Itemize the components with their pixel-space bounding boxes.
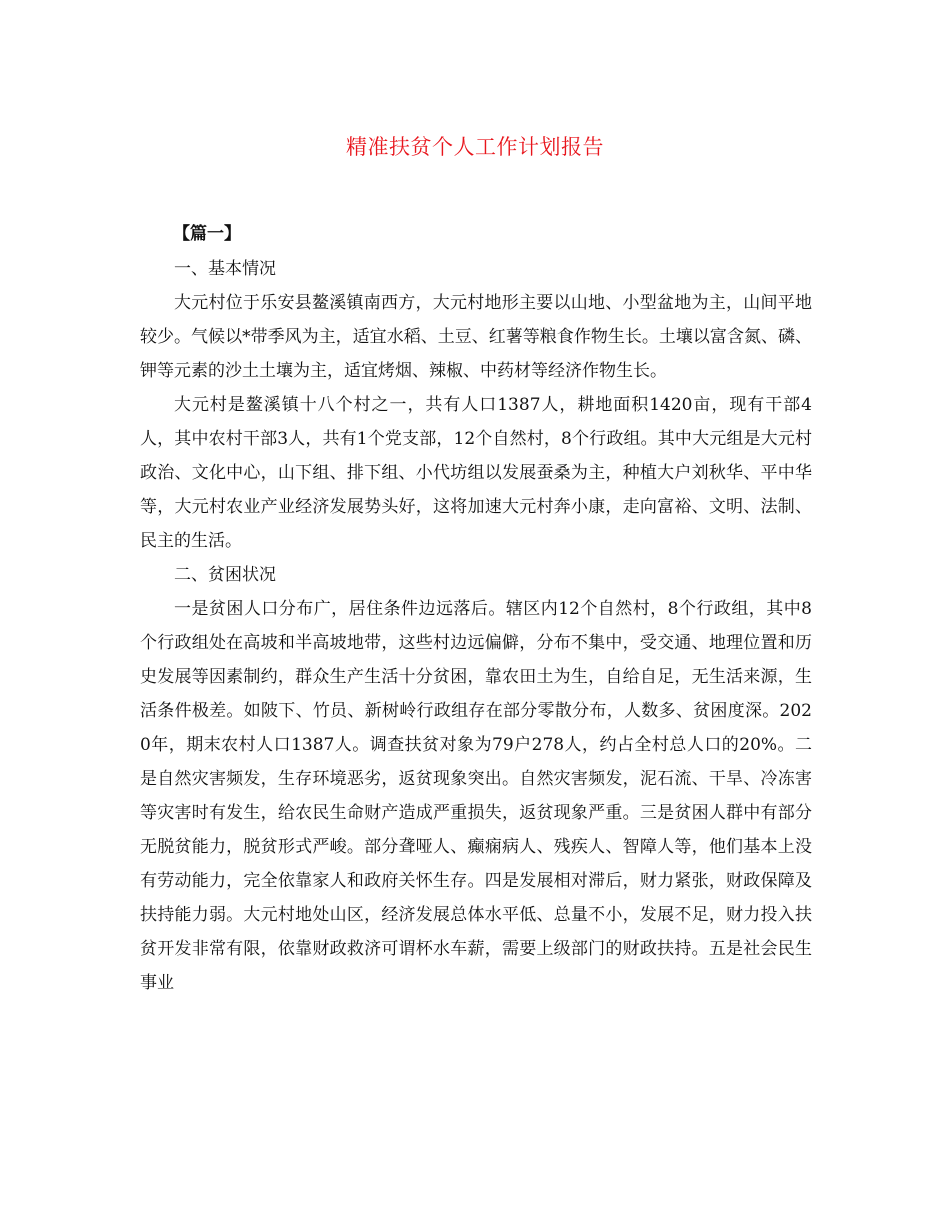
section-label: 【篇一】 — [173, 224, 241, 244]
paragraph-village-overview: 大元村是鳌溪镇十八个村之一，共有人口1387人，耕地面积1420亩，现有干部4人，其中农村干部3人，共有1个党支部，12个自然村，8个行政组。其中大元组是大元村政治、文化中心，山下组、排下组、小代坊组以发展蚕桑为主，种植大户刘秋华、平中华等，大元村农业产业经济发展势头好，这将加速大元村奔小康，走向富裕、文明、法制、民主的生活。 — [140, 395, 812, 551]
heading-basic-situation: 一、基本情况 — [174, 259, 276, 279]
document-body — [140, 252, 812, 1000]
paragraph-geography: 大元村位于乐安县鳌溪镇南西方，大元村地形主要以山地、小型盆地为主，山间平地较少。气候以*带季风为主，适宜水稻、土豆、红薯等粮食作物生长。土壤以富含氮、磷、钾等元素的沙土土壤为主，适宜烤烟、辣椒、中药材等经济作物生长。 — [140, 293, 812, 381]
heading-poverty-status: 二、贫困状况 — [174, 565, 276, 585]
paragraph-poverty-details: 一是贫困人口分布广，居住条件边远落后。辖区内12个自然村，8个行政组，其中8个行政组处在高坡和半高坡地带，这些村边远偏僻，分布不集中，受交通、地理位置和历史发展等因素制约，群众生产生活十分贫困，靠农田土为生，自给自足，无生活来源，生活条件极差。如陂下、竹员、新树岭行政组存在部分零散分布，人数多、贫困度深。2020年，期末农村人口1387人。调查扶贫对象为79户278人，约占全村总人口的20%。二是自然灾害频发，生存环境恶劣，返贫现象突出。自然灾害频发，泥石流、干旱、冷冻害等灾害时有发生，给农民生命财产造成严重损失，返贫现象严重。三是贫困人群中有部分无脱贫能力，脱贫形式严峻。部分聋哑人、癫痫病人、残疾人、智障人等，他们基本上没有劳动能力，完全依靠家人和政府关怀生存。四是发展相对滞后，财力紧张，财政保障及扶持能力弱。大元村地处山区，经济发展总体水平低、总量不小，发展不足，财力投入扶贫开发非常有限，依靠财政救济可谓杯水车薪，需要上级部门的财政扶持。五是社会民生事业 — [140, 599, 812, 993]
document-title: 精准扶贫个人工作计划报告 — [346, 135, 604, 159]
